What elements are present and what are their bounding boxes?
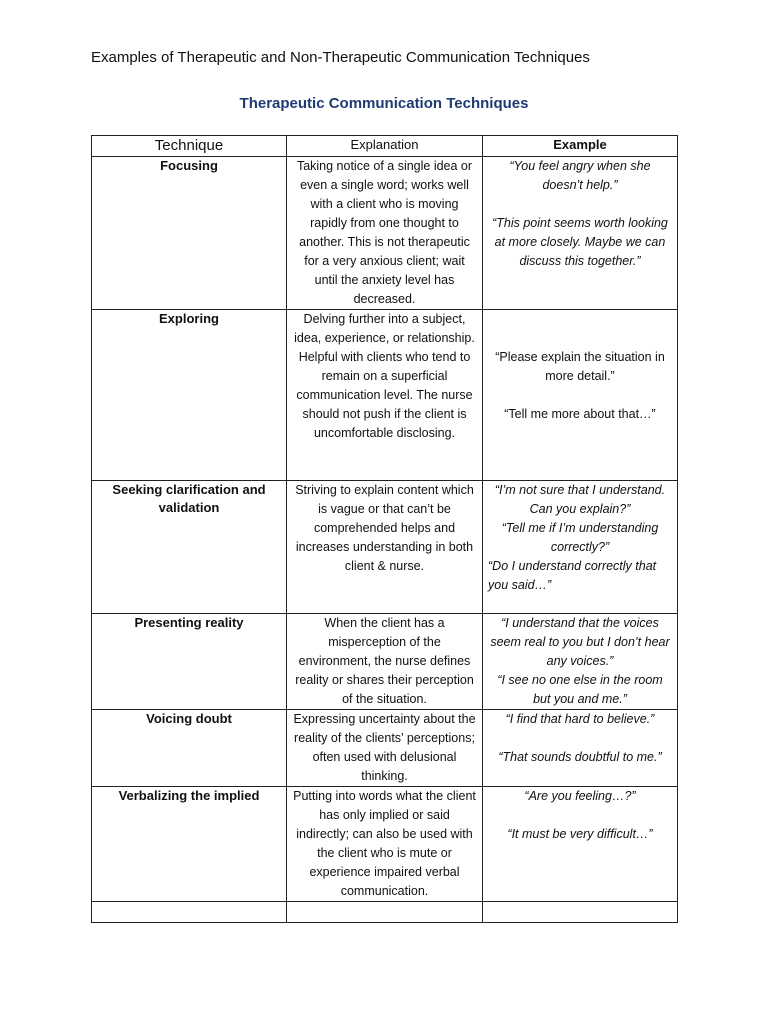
example-text: “I’m not sure that I understand. Can you explain?” bbox=[494, 483, 666, 516]
example-text: “Tell me if I’m understanding correctly?” bbox=[501, 521, 659, 554]
example-text: “Please explain the situation in more detail.” bbox=[495, 350, 665, 383]
section-heading: Therapeutic Communication Techniques bbox=[239, 95, 529, 112]
technique-cell: Exploring bbox=[92, 310, 287, 481]
example-text: “Tell me more about that…” bbox=[504, 407, 656, 421]
example-text: “That sounds doubtful to me.” bbox=[498, 750, 662, 764]
techniques-table bbox=[91, 135, 678, 923]
explanation-cell: Expressing uncertainty about the reality of the clients’ perceptions; often used with delusional thinking. bbox=[287, 710, 483, 787]
example-cell bbox=[483, 310, 678, 481]
example-cell bbox=[483, 614, 678, 710]
example-text: “You feel angry when she doesn’t help.” bbox=[509, 159, 651, 192]
header-explanation-label: Explanation bbox=[350, 137, 419, 152]
document-title: Examples of Therapeutic and Non-Therapeutic Communication Techniques bbox=[91, 49, 590, 66]
header-example: Example bbox=[483, 136, 678, 157]
technique-cell: Voicing doubt bbox=[92, 710, 287, 787]
explanation-cell: Delving further into a subject, idea, experience, or relationship. Helpful with clients who tend to remain on a superficial communication level. The nurse should not push if the client is uncomfortable disclosing. bbox=[287, 310, 483, 481]
table-row bbox=[92, 787, 678, 902]
example-text: “Do I understand correctly that you said…” bbox=[488, 559, 657, 592]
technique-cell: Verbalizing the implied bbox=[92, 787, 287, 902]
table-row bbox=[92, 310, 678, 481]
empty-cell bbox=[92, 902, 287, 923]
example-cell bbox=[483, 157, 678, 310]
example-text: “This point seems worth looking at more closely. Maybe we can discuss this together.” bbox=[492, 216, 668, 268]
table-row bbox=[92, 614, 678, 710]
example-cell bbox=[483, 787, 678, 902]
header-technique: Technique bbox=[92, 136, 287, 157]
example-cell bbox=[483, 710, 678, 787]
explanation-cell: When the client has a misperception of the environment, the nurse defines reality or shares their perception of the situation. bbox=[287, 614, 483, 710]
empty-cell bbox=[287, 902, 483, 923]
example-cell bbox=[483, 481, 678, 614]
example-text: “I find that hard to believe.” bbox=[505, 712, 655, 726]
explanation-cell: Striving to explain content which is vague or that can’t be comprehended helps and increases understanding in both client & nurse. bbox=[287, 481, 483, 614]
example-text: “I see no one else in the room but you and me.” bbox=[497, 673, 663, 706]
table-row bbox=[92, 481, 678, 614]
example-text: “I understand that the voices seem real to you but I don’t hear any voices.” bbox=[490, 616, 670, 668]
table-row bbox=[92, 710, 678, 787]
table-header-row bbox=[92, 136, 678, 157]
explanation-cell: Taking notice of a single idea or even a single word; works well with a client who is moving rapidly from one thought to another. This is not therapeutic for a very anxious client; wait until the anxiety level has decreased. bbox=[287, 157, 483, 310]
technique-cell: Seeking clarification and validation bbox=[92, 481, 287, 614]
example-text: “Are you feeling…?” bbox=[524, 789, 636, 803]
empty-cell bbox=[483, 902, 678, 923]
table-row-empty bbox=[92, 902, 678, 923]
technique-cell: Presenting reality bbox=[92, 614, 287, 710]
table-row bbox=[92, 157, 678, 310]
example-text: “It must be very difficult…” bbox=[507, 827, 653, 841]
header-explanation bbox=[287, 136, 483, 157]
explanation-cell: Putting into words what the client has only implied or said indirectly; can also be used with the client who is mute or experience impaired verbal communication. bbox=[287, 787, 483, 902]
technique-cell: Focusing bbox=[92, 157, 287, 310]
